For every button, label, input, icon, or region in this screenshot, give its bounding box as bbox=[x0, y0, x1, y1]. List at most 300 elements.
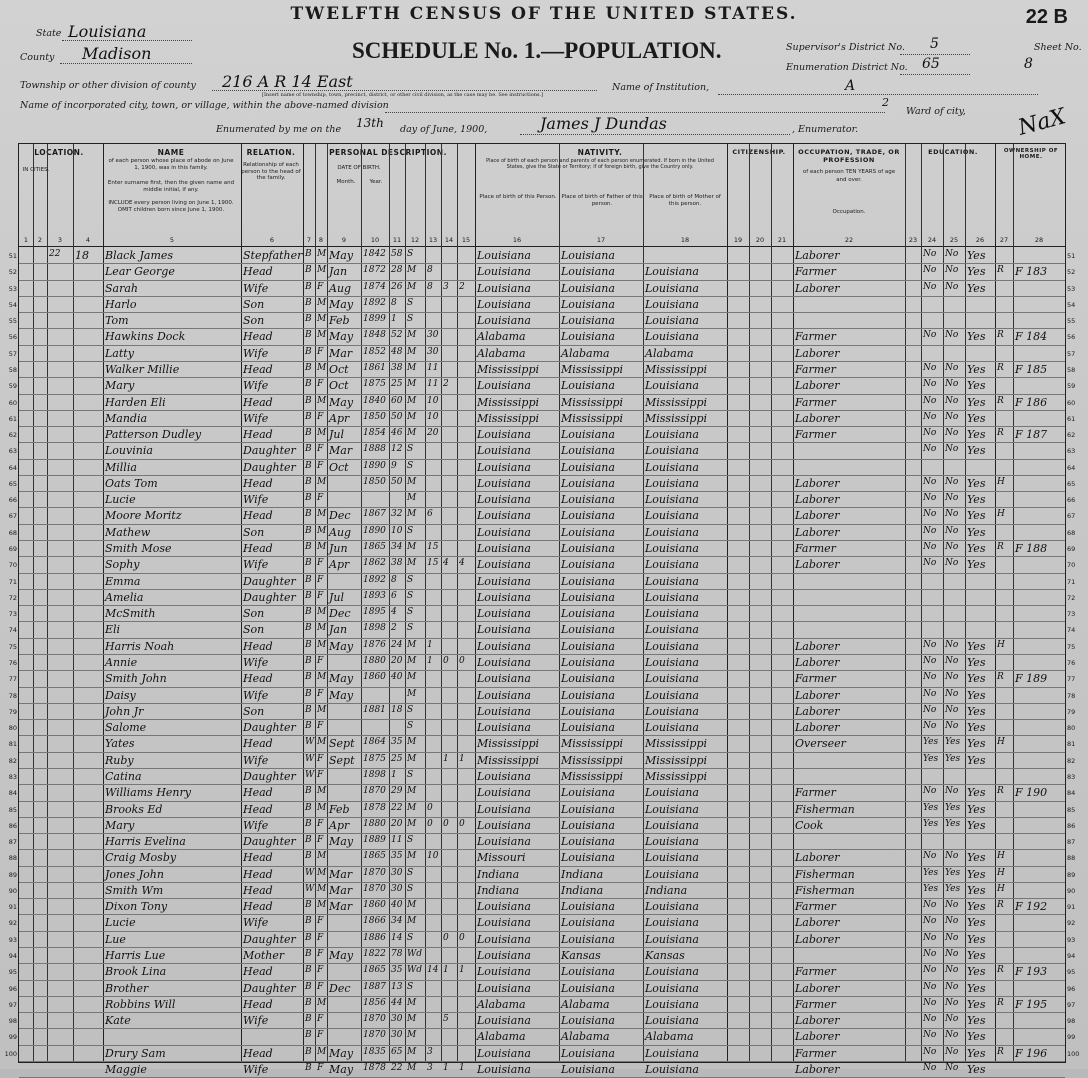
cell-yr: 1898 bbox=[363, 623, 386, 634]
cell-sex: F bbox=[317, 493, 324, 504]
cell-name: McSmith bbox=[105, 607, 156, 621]
row-number-left: 59 bbox=[8, 382, 17, 391]
cell-pb: Louisiana bbox=[477, 297, 531, 311]
row-number-left: 62 bbox=[8, 431, 17, 440]
cell-w: No bbox=[945, 900, 959, 911]
cell-age: 29 bbox=[391, 786, 403, 797]
cell-yr: 1862 bbox=[363, 558, 386, 569]
cell-fh: F 184 bbox=[1015, 330, 1048, 344]
cell-mb: Louisiana bbox=[645, 460, 699, 474]
table-row bbox=[8, 834, 1076, 850]
row-number-right: 69 bbox=[1067, 545, 1076, 554]
row-number-right: 87 bbox=[1067, 838, 1076, 847]
row-number-left: 70 bbox=[8, 561, 17, 570]
cell-sex: F bbox=[317, 965, 324, 976]
cell-pb: Indiana bbox=[477, 883, 520, 897]
cell-ms: S bbox=[407, 314, 414, 325]
table-row bbox=[4, 1046, 1080, 1062]
cell-race: B bbox=[305, 346, 312, 357]
cell-fh: F 192 bbox=[1015, 900, 1048, 914]
table-row bbox=[8, 297, 1076, 313]
cell-ms: Wd bbox=[407, 965, 423, 976]
cell-sex: M bbox=[317, 802, 327, 813]
cell-r: No bbox=[923, 965, 937, 976]
row-number-left: 75 bbox=[8, 642, 17, 651]
row-number-right: 77 bbox=[1067, 675, 1076, 684]
cell-mb: Louisiana bbox=[645, 802, 699, 816]
cell-name: Harris Evelina bbox=[105, 835, 186, 849]
row-number-right: 95 bbox=[1067, 968, 1076, 977]
cell-occ: Farmer bbox=[795, 672, 836, 686]
cell-mb: Louisiana bbox=[645, 867, 699, 881]
row-number-left: 98 bbox=[8, 1017, 17, 1026]
cell-race: B bbox=[305, 395, 312, 406]
cell-mb: Louisiana bbox=[645, 281, 699, 295]
cell-w: No bbox=[945, 656, 959, 666]
cell-e: Yes bbox=[967, 656, 986, 669]
cell-rel: Head bbox=[243, 476, 273, 490]
cell-r: Yes bbox=[923, 883, 939, 894]
cell-occ: Laborer bbox=[795, 932, 840, 946]
cell-race: B bbox=[305, 916, 312, 927]
row-number-left: 68 bbox=[8, 528, 17, 537]
cell-own: H bbox=[997, 851, 1005, 862]
column-number: 5 bbox=[169, 236, 175, 244]
row-number-right: 100 bbox=[1067, 1049, 1080, 1058]
cell-race: B bbox=[305, 330, 312, 341]
cell-race: B bbox=[305, 704, 312, 715]
cell-w: No bbox=[945, 428, 959, 439]
cell-pb: Louisiana bbox=[477, 314, 531, 328]
township-note: [Insert name of township, town, precinct, district, or other civil division, as the case may be. See instructions.] bbox=[262, 92, 544, 98]
cell-ch: 0 bbox=[443, 818, 449, 829]
cell-sex: F bbox=[317, 379, 324, 390]
cell-e: Yes bbox=[967, 1063, 986, 1076]
cell-yr: 1840 bbox=[363, 395, 386, 406]
cell-ms: M bbox=[407, 1014, 417, 1025]
cell-mb: Louisiana bbox=[645, 656, 699, 669]
cell-mo: May bbox=[329, 1063, 354, 1076]
group-occupation: OCCUPATION, TRADE, OR PROFESSION bbox=[798, 148, 900, 164]
census-title: TWELFTH CENSUS OF THE UNITED STATES. bbox=[290, 4, 798, 24]
cell-name: Sophy bbox=[105, 558, 140, 572]
cell-pb: Louisiana bbox=[477, 802, 531, 816]
cell-name: Jones John bbox=[105, 867, 164, 881]
cell-own: R bbox=[997, 965, 1004, 976]
row-number-right: 60 bbox=[1067, 398, 1076, 407]
cell-sex: M bbox=[317, 607, 327, 618]
cell-race: B bbox=[305, 623, 312, 634]
institution-value: A bbox=[845, 78, 856, 94]
cell-race: B bbox=[305, 509, 312, 520]
cell-race: B bbox=[305, 997, 312, 1008]
cell-occ: Laborer bbox=[795, 1063, 840, 1076]
column-number: 15 bbox=[461, 236, 471, 244]
cell-occ: Farmer bbox=[795, 1046, 836, 1060]
cell-r: No bbox=[923, 688, 937, 699]
cell-occ: Farmer bbox=[795, 542, 836, 556]
cell-yr: 1822 bbox=[363, 949, 386, 960]
cell-fh: F 189 bbox=[1015, 672, 1048, 686]
cell-age: 34 bbox=[391, 916, 403, 927]
cell-ms: M bbox=[407, 818, 417, 829]
cell-pb: Louisiana bbox=[477, 965, 531, 979]
row-number-right: 63 bbox=[1067, 447, 1076, 456]
row-number-right: 81 bbox=[1067, 740, 1076, 749]
cell-age: 44 bbox=[391, 997, 403, 1008]
cell-r: No bbox=[923, 997, 937, 1008]
cell-fb: Louisiana bbox=[561, 1046, 615, 1060]
cell-yr: 1860 bbox=[363, 672, 386, 683]
column-number: 2 bbox=[37, 236, 43, 244]
row-number-right: 90 bbox=[1067, 886, 1076, 895]
table-row bbox=[8, 1013, 1076, 1029]
cell-age: 14 bbox=[391, 932, 403, 943]
cell-occ: Fisherman bbox=[795, 802, 855, 816]
table-row bbox=[8, 964, 1076, 980]
cell-ms: M bbox=[407, 428, 417, 439]
cell-ms: M bbox=[407, 265, 417, 276]
cell-sex: F bbox=[317, 1030, 324, 1041]
cell-occ: Laborer bbox=[795, 639, 840, 653]
row-number-left: 76 bbox=[8, 659, 17, 667]
cell-occ: Farmer bbox=[795, 428, 836, 442]
cell-yr: 1860 bbox=[363, 900, 386, 911]
cell-race: B bbox=[305, 981, 312, 992]
cell-sex: M bbox=[317, 639, 327, 650]
cell-mo: May bbox=[329, 297, 354, 311]
cell-yr: 1842 bbox=[363, 249, 386, 259]
table-row bbox=[8, 313, 1076, 329]
cell-race: B bbox=[305, 265, 312, 276]
cell-yrs: 10 bbox=[427, 395, 439, 406]
row-number-right: 86 bbox=[1067, 821, 1076, 830]
cell-sex: M bbox=[317, 737, 327, 748]
cell-mb: Louisiana bbox=[645, 314, 699, 328]
enumerated-month: day of June, 1900, bbox=[400, 124, 488, 135]
census-table bbox=[4, 143, 1080, 1076]
cell-mo: Jun bbox=[329, 542, 348, 556]
cell-ms: M bbox=[407, 411, 417, 422]
cell-ms: M bbox=[407, 656, 417, 666]
group-name: NAME bbox=[157, 148, 185, 157]
cell-rel: Son bbox=[243, 623, 265, 637]
cell-ms: M bbox=[407, 379, 417, 390]
cell-yr: 1874 bbox=[363, 281, 386, 292]
cell-age: 35 bbox=[391, 737, 403, 748]
table-row bbox=[8, 329, 1076, 345]
cell-occ: Laborer bbox=[795, 346, 840, 360]
cell-ms: M bbox=[407, 639, 417, 650]
cell-fb: Louisiana bbox=[561, 835, 615, 849]
cell-ms: M bbox=[407, 362, 417, 373]
cell-yr: 1854 bbox=[363, 428, 386, 439]
cell-mb: Mississippi bbox=[645, 737, 707, 751]
cell-pb: Louisiana bbox=[477, 525, 531, 539]
cell-race: B bbox=[305, 314, 312, 325]
township-value: 216 A R 14 East bbox=[222, 72, 353, 91]
cell-occ: Laborer bbox=[795, 525, 840, 539]
cell-name: Walker Millie bbox=[105, 362, 180, 376]
table-row bbox=[8, 264, 1076, 280]
cell-mb: Mississippi bbox=[645, 411, 707, 425]
cell-name: Black James bbox=[105, 249, 174, 262]
cell-race: B bbox=[305, 525, 312, 536]
cell-mo: Mar bbox=[329, 867, 353, 881]
cell-yr: 1880 bbox=[363, 818, 386, 829]
row-number-left: 57 bbox=[8, 349, 17, 358]
cell-fb: Alabama bbox=[561, 346, 610, 360]
cell-mb: Louisiana bbox=[645, 493, 699, 507]
cell-fb: Louisiana bbox=[561, 704, 615, 718]
cell-ms: M bbox=[407, 281, 417, 292]
row-number-left: 90 bbox=[8, 886, 17, 895]
cell-rel: Head bbox=[243, 1046, 273, 1060]
cell-ms: S bbox=[407, 607, 414, 618]
cell-e: Yes bbox=[967, 330, 986, 344]
township-label: Township or other division of county bbox=[20, 80, 196, 91]
cell-rel: Head bbox=[243, 900, 273, 914]
row-number-left: 85 bbox=[8, 805, 17, 814]
cell-mo: May bbox=[329, 672, 354, 686]
enumeration-label: Enumeration District No. bbox=[786, 62, 908, 73]
cell-yr: 1889 bbox=[363, 835, 386, 846]
group-citizenship: CITIZENSHIP. bbox=[732, 148, 786, 156]
cell-rel: Wife bbox=[243, 818, 269, 832]
cell-w: No bbox=[945, 949, 959, 960]
cell-mo: Jul bbox=[329, 428, 345, 442]
cell-fb: Indiana bbox=[561, 883, 604, 897]
cell-mo: May bbox=[329, 949, 354, 963]
cell-name: Sarah bbox=[105, 281, 138, 295]
cell-yr: 1878 bbox=[363, 1063, 386, 1073]
ward-label: Ward of city, bbox=[906, 106, 966, 117]
cell-ms: M bbox=[407, 851, 417, 862]
cell-r: No bbox=[923, 265, 937, 276]
cell-w: No bbox=[945, 704, 959, 715]
cell-mo: Sept bbox=[329, 737, 355, 751]
enumerator-name: James J Dundas bbox=[540, 114, 667, 133]
cell-rel: Son bbox=[243, 704, 265, 718]
cell-occ: Farmer bbox=[795, 265, 836, 279]
cell-pb: Louisiana bbox=[477, 688, 531, 702]
cell-r: No bbox=[923, 395, 937, 406]
cell-sex: F bbox=[317, 346, 324, 357]
nat-father-label: Place of birth of Father of this person. bbox=[561, 194, 643, 207]
cell-race: B bbox=[305, 835, 312, 846]
cell-mo: Sept bbox=[329, 753, 355, 767]
cell-race: B bbox=[305, 932, 312, 943]
row-number-left: 78 bbox=[8, 691, 17, 700]
row-number-left: 73 bbox=[8, 610, 17, 619]
cell-age: 12 bbox=[391, 444, 403, 455]
cell-ms: S bbox=[407, 444, 414, 455]
cell-mo: Mar bbox=[329, 444, 353, 458]
cell-race: B bbox=[305, 965, 312, 976]
row-number-right: 70 bbox=[1067, 561, 1076, 570]
cell-pb: Louisiana bbox=[477, 656, 531, 669]
cell-name: John Jr bbox=[105, 704, 144, 718]
cell-w: Yes bbox=[945, 753, 961, 764]
cell-fb: Louisiana bbox=[561, 981, 615, 995]
cell-w: No bbox=[945, 851, 959, 862]
cell-name: Harris Noah bbox=[105, 639, 175, 653]
cell-yr: 1848 bbox=[363, 330, 386, 341]
cell-cl: 2 bbox=[459, 281, 465, 292]
cell-race: B bbox=[305, 900, 312, 911]
cell-mb: Indiana bbox=[645, 883, 688, 897]
row-number-left: 56 bbox=[8, 333, 17, 342]
cell-fb: Louisiana bbox=[561, 639, 615, 653]
cell-yr: 1892 bbox=[363, 297, 386, 308]
cell-cl: 1 bbox=[459, 753, 465, 764]
cell-pb: Louisiana bbox=[477, 721, 531, 735]
cell-w: No bbox=[945, 525, 959, 536]
cell-sex: F bbox=[317, 281, 324, 292]
cell-yrs: 8 bbox=[427, 265, 433, 276]
row-number-left: 63 bbox=[8, 447, 17, 456]
schedule-title: SCHEDULE No. 1.—POPULATION. bbox=[352, 38, 722, 63]
cell-fb: Louisiana bbox=[561, 558, 615, 572]
cell-fb: Mississippi bbox=[561, 753, 623, 767]
cell-r: No bbox=[923, 1030, 937, 1041]
cell-mb: Louisiana bbox=[645, 818, 699, 832]
cell-rel: Head bbox=[243, 265, 273, 279]
table-row bbox=[8, 508, 1076, 524]
row-number-right: 80 bbox=[1067, 724, 1076, 733]
row-number-right: 82 bbox=[1067, 756, 1076, 765]
cell-mb: Louisiana bbox=[645, 525, 699, 539]
cell-rel: Wife bbox=[243, 558, 269, 572]
cell-ch: 3 bbox=[443, 281, 449, 292]
occupation-sub: Occupation. bbox=[832, 209, 866, 215]
cell-mb: Alabama bbox=[645, 346, 694, 360]
cell-yrs: 0 bbox=[427, 818, 433, 829]
table-row bbox=[8, 541, 1076, 557]
cell-age: 32 bbox=[391, 509, 403, 520]
cell-own: R bbox=[997, 786, 1004, 797]
cell-pb: Louisiana bbox=[477, 444, 531, 458]
cell-fb: Louisiana bbox=[561, 818, 615, 832]
cell-ms: M bbox=[407, 330, 417, 341]
cell-e: Yes bbox=[967, 851, 986, 865]
cell-mo: Jan bbox=[329, 265, 348, 279]
cell-pb: Louisiana bbox=[477, 476, 531, 490]
cell-pb: Louisiana bbox=[477, 639, 531, 653]
cell-name: Lucie bbox=[105, 493, 136, 507]
row-number-left: 94 bbox=[8, 952, 17, 961]
cell-fb: Louisiana bbox=[561, 574, 615, 588]
cell-sex: F bbox=[317, 753, 324, 764]
cell-fb: Alabama bbox=[561, 997, 610, 1011]
cell-w: No bbox=[945, 1046, 959, 1057]
cell-mb: Louisiana bbox=[645, 330, 699, 344]
cell-rel: Daughter bbox=[243, 574, 296, 588]
cell-age: 35 bbox=[391, 851, 403, 862]
corner-mark: NaX bbox=[1015, 104, 1069, 141]
cell-race: W bbox=[305, 883, 315, 894]
cell-fb: Louisiana bbox=[561, 802, 615, 816]
cell-r: No bbox=[923, 916, 937, 927]
cell-yrs: 30 bbox=[427, 330, 439, 341]
cell-yr: 1898 bbox=[363, 769, 386, 780]
cell-rel: Head bbox=[243, 997, 273, 1011]
group-nativity: NATIVITY. bbox=[577, 148, 623, 157]
cell-rel: Wife bbox=[243, 1063, 269, 1076]
cell-occ: Farmer bbox=[795, 362, 836, 376]
cell-mb: Louisiana bbox=[645, 835, 699, 849]
row-number-left: 65 bbox=[8, 479, 17, 488]
row-number-right: 72 bbox=[1067, 593, 1076, 602]
row-number-right: 62 bbox=[1067, 431, 1076, 440]
cell-yr: 1878 bbox=[363, 802, 386, 813]
cell-mb: Mississippi bbox=[645, 362, 707, 376]
cell-yr: 1870 bbox=[363, 1014, 386, 1025]
cell-rel: Daughter bbox=[243, 721, 296, 735]
cell-name: Smith John bbox=[105, 672, 167, 686]
table-row bbox=[8, 378, 1076, 394]
table-row bbox=[8, 736, 1076, 752]
table-row bbox=[8, 753, 1076, 769]
table-row bbox=[8, 997, 1076, 1013]
cell-age: 25 bbox=[391, 753, 403, 764]
cell-age: 28 bbox=[391, 265, 403, 276]
cell-mb: Louisiana bbox=[645, 916, 699, 930]
cell-ms: M bbox=[407, 509, 417, 520]
cell-e: Yes bbox=[967, 639, 986, 653]
cell-age: 1 bbox=[391, 769, 397, 780]
cell-rel: Daughter bbox=[243, 444, 296, 458]
cell-fb: Alabama bbox=[561, 1030, 610, 1044]
cell-mo: Apr bbox=[329, 411, 350, 425]
cell-occ: Farmer bbox=[795, 330, 836, 344]
cell-yr: 1888 bbox=[363, 444, 386, 455]
cell-e: Yes bbox=[967, 688, 986, 702]
cell-rel: Daughter bbox=[243, 981, 296, 995]
cell-fb: Louisiana bbox=[561, 656, 615, 669]
column-number: 19 bbox=[733, 236, 743, 244]
cell-race: B bbox=[305, 721, 312, 732]
cell-sex: M bbox=[317, 623, 327, 634]
cell-r: No bbox=[923, 656, 937, 666]
cell-mb: Mississippi bbox=[645, 769, 707, 783]
cell-ms: S bbox=[407, 704, 414, 715]
cell-yrs: 10 bbox=[427, 851, 439, 862]
cell-age: 50 bbox=[391, 411, 403, 422]
cell-fb: Mississippi bbox=[561, 362, 623, 376]
cell-sex: M bbox=[317, 997, 327, 1008]
cell-age: 8 bbox=[391, 574, 397, 585]
row-number-left: 71 bbox=[8, 577, 17, 586]
cell-mo: May bbox=[329, 639, 354, 653]
cell-mb: Louisiana bbox=[645, 542, 699, 556]
cell-cl: 0 bbox=[459, 932, 465, 943]
row-number-left: 53 bbox=[8, 284, 17, 293]
cell-r: Yes bbox=[923, 802, 939, 813]
enumerated-label: Enumerated by me on the bbox=[216, 124, 342, 135]
cell-mb: Louisiana bbox=[645, 428, 699, 442]
row-number-right: 52 bbox=[1067, 268, 1076, 277]
cell-rel: Wife bbox=[243, 753, 269, 767]
row-number-right: 99 bbox=[1067, 1033, 1076, 1042]
cell-sex: M bbox=[317, 330, 327, 341]
cell-age: 11 bbox=[391, 835, 403, 846]
sheet-code: 22 B bbox=[1025, 6, 1068, 28]
cell-age: 26 bbox=[391, 281, 403, 292]
row-number-left: 60 bbox=[8, 398, 17, 407]
cell-e: Yes bbox=[967, 444, 986, 458]
cell-own: R bbox=[997, 330, 1004, 341]
